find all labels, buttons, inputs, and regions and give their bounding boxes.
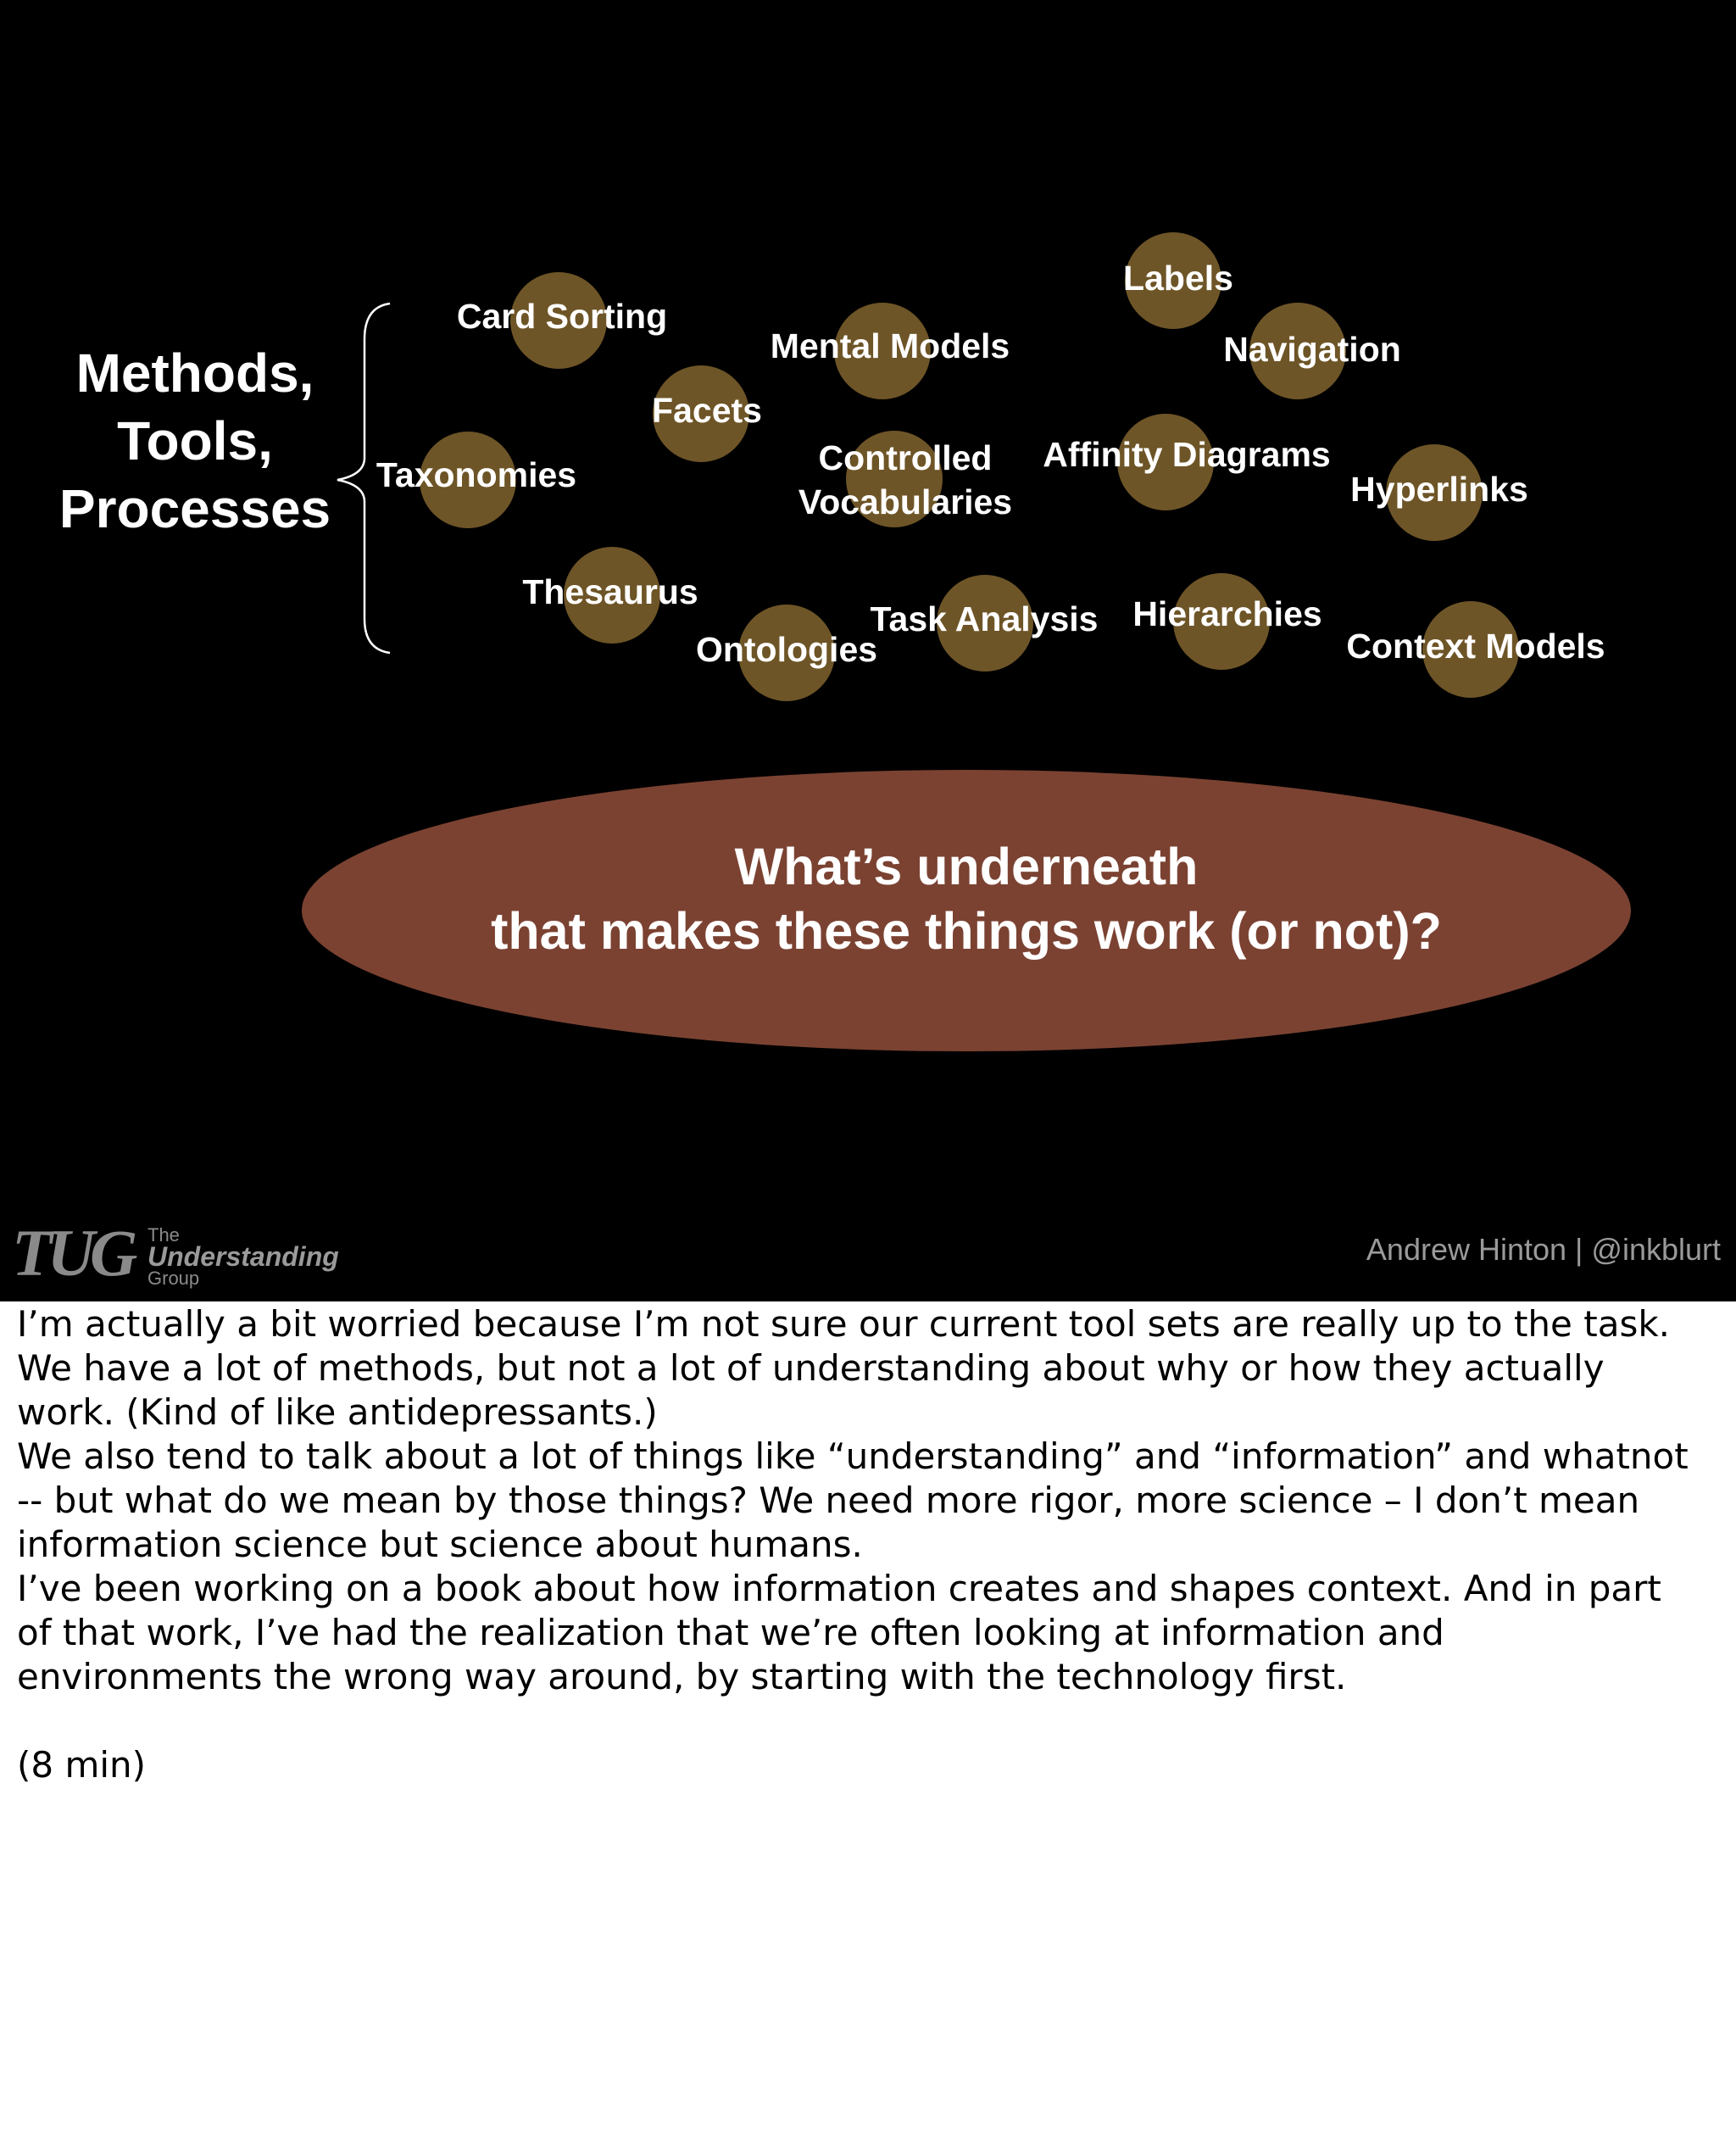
logo-group: Group <box>147 1268 200 1289</box>
notes-line: We also tend to talk about a lot of things like “understanding” and “information” and whatnot <box>17 1435 1689 1477</box>
term-ontologies: Ontologies <box>695 630 878 669</box>
author-credit: Andrew Hinton | @inkblurt <box>1366 1232 1721 1267</box>
term-thesaurus: Thesaurus <box>522 572 698 611</box>
speaker-notes <box>17 1302 1729 1787</box>
term-affinity-diagrams: Affinity Diagrams <box>1043 435 1331 474</box>
notes-line: of that work, I’ve had the realization that we’re often looking at information and <box>17 1612 1444 1653</box>
term-labels: Labels <box>1123 259 1233 298</box>
notes-line: environments the wrong way around, by starting with the technology first. <box>17 1656 1347 1697</box>
notes-line: (8 min) <box>17 1744 147 1786</box>
notes-line: I’ve been working on a book about how information creates and shapes context. And in part <box>17 1568 1661 1609</box>
term-facets: Facets <box>652 391 762 430</box>
understanding-group-logo <box>12 1216 339 1290</box>
heading-line: Methods, <box>75 343 314 404</box>
term-taxonomies: Taxonomies <box>376 455 577 494</box>
heading-line: Tools, <box>117 410 273 471</box>
notes-line: work. (Kind of like antidepressants.) <box>17 1391 658 1433</box>
notes-line: -- but what do we mean by those things? We need more rigor, more science – I don’t mean <box>17 1480 1640 1521</box>
notes-line: I’m actually a bit worried because I’m not sure our current tool sets are really up to the task. <box>17 1303 1671 1345</box>
term-context-models: Context Models <box>1346 627 1605 666</box>
term-mental-models: Mental Models <box>770 326 1010 365</box>
term-task-analysis: Task Analysis <box>870 599 1099 638</box>
term-navigation: Navigation <box>1223 330 1401 369</box>
notes-line: We have a lot of methods, but not a lot of understanding about why or how they actually <box>17 1347 1605 1389</box>
logo-the: The <box>147 1224 180 1246</box>
notes-line: information science but science about humans. <box>17 1524 863 1565</box>
question-line: What’s underneath <box>734 838 1199 895</box>
term-hyperlinks: Hyperlinks <box>1350 470 1528 509</box>
term-controlled-vocabularies: Controlled Vocabularies <box>798 438 1013 521</box>
heading-line: Processes <box>58 478 331 539</box>
logo-mark: TUG <box>12 1216 133 1290</box>
question-line: that makes these things work (or not)? <box>491 902 1442 960</box>
term-card-sorting: Card Sorting <box>456 297 668 336</box>
logo-understanding: Understanding <box>147 1241 339 1272</box>
notes-blank-line <box>17 1699 1729 1743</box>
term-hierarchies: Hierarchies <box>1132 594 1322 633</box>
